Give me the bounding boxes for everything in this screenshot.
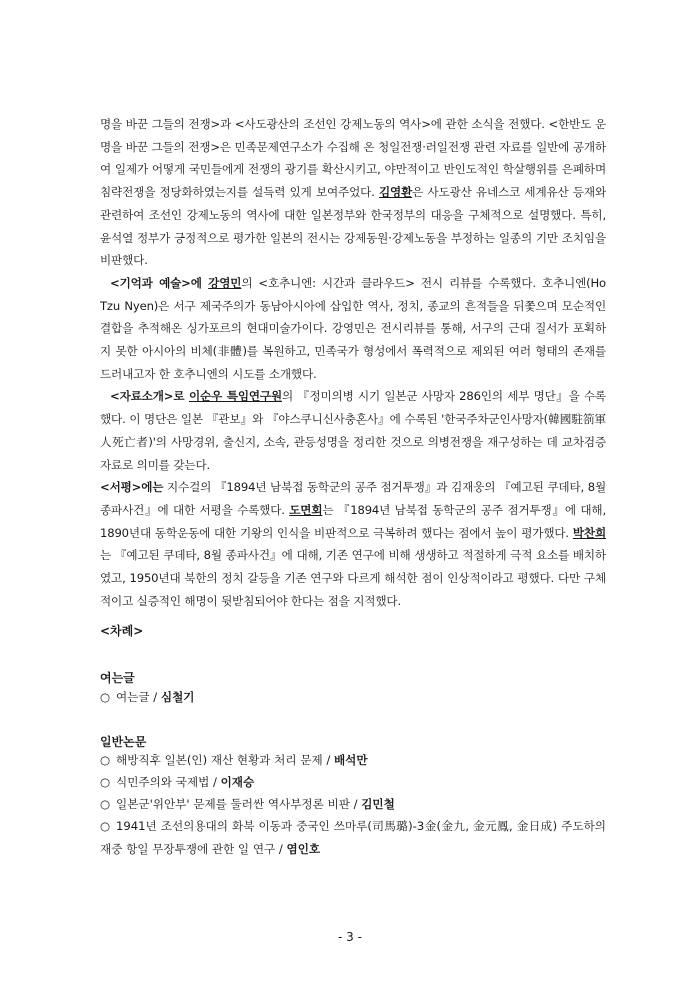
paragraph-memory-and-art [100, 272, 606, 386]
circle-bullet-icon: ○ [100, 753, 111, 767]
section-lead: <기억과 예술>에 [110, 275, 209, 290]
toc-title: <차례> [100, 624, 144, 638]
text-run: 는 『예고된 쿠데타, 8월 종파사건』에 대해, 기존 연구에 비해 생생하고 적절하게 극적 요소를 배치하였고, 1950년대 북한의 정치 갈등을 기존 연구와 다르게 해석한 점이 인상적이라고 평했다. 다만 구체적이고 실증적인 해명이 뒷받침되어야 한다는 점을 지적했다. [100, 548, 606, 608]
toc-item-title: 여는글 / [116, 690, 161, 704]
text-run: 는 『1894년 남북접 동학군의 공주 점거투쟁』에 대해, 1890년대 동학운동에 대한 기왕의 인식을 비판적으로 극복하려 했다는 점에서 높이 평가했다. [100, 502, 606, 540]
circle-bullet-icon: ○ [100, 690, 111, 704]
toc-item-title: 1941년 조선의용대의 화북 이동과 중국인 쓰마루(司馬璐)-3金(金九, 金元鳳, 金日成) 주도하의 재중 항일 무장투쟁에 관한 일 연구 / [100, 819, 606, 856]
author-name: 도면회 [289, 502, 323, 517]
text-run: 의 『정미의병 시기 일본군 사망자 286인의 세부 명단』을 수록했다. 이 명단은 일본 『관보』와 『야스쿠니신사충혼사』에 수록된 '한국주차군인사망자(韓國駐箚軍人死亡者)'의 사망경위, 출신지, 소속, 관등성명을 정리한 것으로 의병전쟁을 재구성하는 데 교차검증 자료로 의미를 갖는다. [100, 389, 606, 472]
toc-item-author: 배석만 [333, 753, 368, 767]
page-number: - 3 - [338, 930, 362, 944]
text-run: 은 사도광산 유네스코 세계유산 등재와 관련하여 조선인 강제노동의 역사에 대한 일본정부와 한국정부의 대응을 구체적으로 설명했다. 특히, 윤석열 정부가 긍정적으로 평가한 일본의 전시는 강제동원·강제노동을 부정하는 일종의 기만 조치임을 비판했다. [100, 185, 607, 268]
toc-item [100, 793, 606, 816]
toc-section-heading: 일반논문 [100, 735, 147, 749]
toc-item-author: 심철기 [160, 690, 195, 704]
paragraph-book-reviews [100, 476, 606, 612]
toc-item [100, 686, 606, 709]
toc-item-title: 식민주의와 국제법 / [116, 775, 221, 789]
body-text [100, 113, 606, 612]
circle-bullet-icon: ○ [100, 797, 111, 811]
paragraph-exhibition-news [100, 113, 606, 272]
author-name: 이순우 특임연구원 [189, 389, 283, 404]
toc-item-author: 이재승 [220, 775, 255, 789]
toc-item-author: 염인호 [286, 841, 321, 856]
author-name: 김영환 [379, 185, 413, 200]
author-name: 강영민 [208, 275, 242, 290]
text-run: 명을 바꾼 그들의 전쟁>과 <사도광산의 조선인 강제노동의 역사>에 관한 소식을 전했다. <한반도 운명을 바꾼 그들의 전쟁>은 민족문제연구소가 수집해 온 청일전쟁·러일전쟁 관련 자료를 일반에 공개하여 일제가 어떻게 국민들에게 전쟁의 광기를 확산시키고, 야만적이고 반인도적인 학살행위를 은폐하며 침략전쟁을 정당화하였는지를 설득력 있게 보여주었다. [100, 117, 606, 200]
toc-item [100, 749, 606, 772]
toc-item [100, 815, 606, 860]
toc-item-author: 김민철 [361, 797, 395, 811]
circle-bullet-icon: ○ [100, 775, 111, 789]
paragraph-materials [100, 385, 606, 476]
section-lead: <서평>에는 [100, 480, 164, 495]
toc-item-title: 해방직후 일본(인) 재산 현황과 처리 문제 / [116, 753, 334, 767]
toc-item-title: 일본군'위안부' 문제를 둘러싼 역사부정론 비판 / [116, 797, 362, 811]
section-lead: <자료소개>로 [110, 389, 189, 404]
author-name: 박찬희 [572, 525, 606, 540]
toc-item [100, 771, 606, 794]
text-run: 지수걸의 『1894년 남북접 동학군의 공주 점거투쟁』과 김재웅의 『예고된 쿠데타, 8월 종파사건』에 대한 서평을 수록했다. [100, 480, 606, 517]
circle-bullet-icon: ○ [100, 819, 111, 833]
toc-section-heading: 여는글 [100, 671, 135, 685]
text-run: 의 <호추니엔: 시간과 클라우드> 전시 리뷰를 수록했다. 호추니엔(Ho Tzu Nyen)은 서구 제국주의가 동남아시아에 삽입한 역사, 정치, 종교의 흔적들을 뒤쫓으며 모순적인 결합을 추적해온 싱가포르의 현대미술가이다. 강영민은 전시리뷰를 통해, 서구의 근대 질서가 포획하지 못한 아시아의 비체(非體)를 복원하고, 민족국가 형성에서 폭력적으로 제외된 여러 형태의 존재를 드러내고자 한 호추니엔의 시도를 소개했다. [100, 275, 606, 381]
